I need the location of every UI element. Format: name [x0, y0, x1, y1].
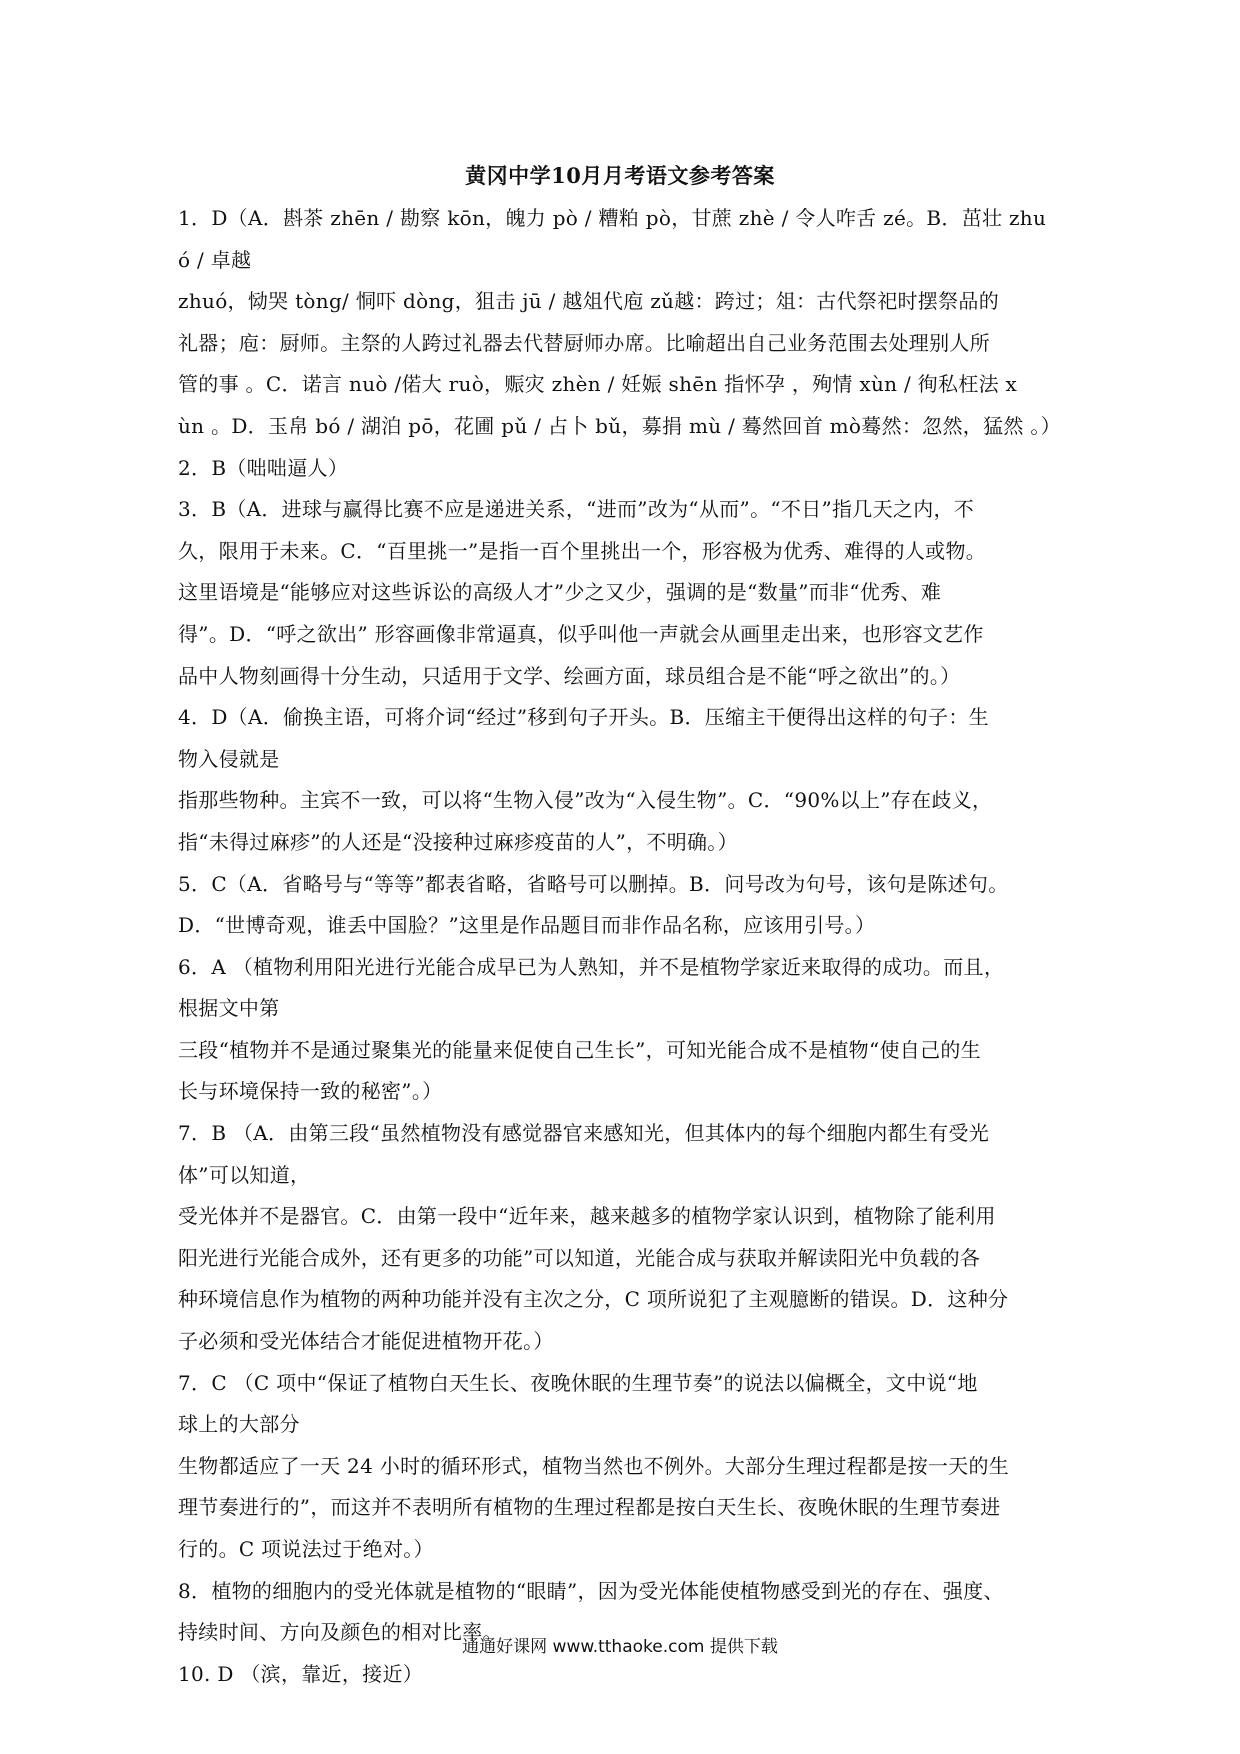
- text-line: 长与环境保持一致的秘密”。）: [178, 1079, 443, 1104]
- text-line: 1．D（A．斟茶 zhēn / 勘察 kōn，魄力 pò / 糟粕 pò，甘蔗 zhè / 令人咋舌 zé。B．茁壮 zhu: [178, 206, 1047, 230]
- text-line: 体”可以知道，: [178, 1162, 311, 1187]
- text-line: 种环境信息作为植物的两种功能并没有主次之分，C 项所说犯了主观臆断的错误。D．这种分: [178, 1287, 1009, 1312]
- text-line: 10. D （滨，靠近，接近）: [178, 1661, 424, 1686]
- text-line: zhuó，恸哭 tòng/ 恫吓 dòng，狙击 jū / 越俎代庖 zǔ越：跨过；俎：古代祭祀时摆祭品的: [178, 289, 1000, 314]
- text-line: 管的事 。C．诺言 nuò /偌大 ruò，赈灾 zhèn / 妊娠 shēn 指怀孕 ，殉情 xùn / 徇私枉法 x: [178, 372, 1018, 397]
- text-line: 理节奏进行的”，而这并不表明所有植物的生理过程都是按白天生长、夜晚休眠的生理节奏进: [178, 1495, 1001, 1520]
- text-line: ó / 卓越: [178, 247, 252, 272]
- text-line: ùn 。D．玉帛 bó / 湖泊 pō，花圃 pǔ / 占卜 bǔ，募捐 mù / 蓦然回首 mò蓦然：忽然，猛然 。）: [178, 413, 1061, 438]
- text-line: 礼器；庖：厨师。主祭的人跨过礼器去代替厨师办席。比喻超出自己业务范围去处理别人所: [178, 330, 990, 355]
- text-line: 这里语境是“能够应对这些诉讼的高级人才”少之又少，强调的是“数量”而非“优秀、难: [178, 580, 942, 605]
- text-line: 指“未得过麻疹”的人还是“没接种过麻疹疫苗的人”，不明确。）: [178, 829, 738, 854]
- text-line: 子必须和受光体结合才能促进植物开花。）: [178, 1329, 554, 1354]
- text-line: 4．D（A．偷换主语，可将介词“经过”移到句子开头。B．压缩主干便得出这样的句子：生: [178, 705, 989, 730]
- text-line: 三段“植物并不是通过聚集光的能量来促使自己生长”，可知光能合成不是植物“使自己的生: [178, 1037, 981, 1062]
- answer-body: [178, 198, 1068, 1695]
- document-title: 黄冈中学10月月考语文参考答案: [465, 163, 775, 188]
- text-line: 球上的大部分: [178, 1412, 300, 1437]
- text-line: 8．植物的细胞内的受光体就是植物的“眼睛”，因为受光体能使植物感受到光的存在、强度、: [178, 1578, 1004, 1603]
- text-line: 3．B（A．进球与赢得比赛不应是递进关系，“进而”改为“从而”。“不日”指几天之内，不: [178, 497, 975, 522]
- text-line: 得”。D．“呼之欲出” 形容画像非常逼真，似乎叫他一声就会从画里走出来，也形容文艺作: [178, 621, 984, 646]
- text-line: 5．C（A．省略号与“等等”都表省略，省略号可以删掉。B．问号改为句号，该句是陈述句。: [178, 871, 1009, 896]
- text-line: 持续时间、方向及颜色的相对比率。: [178, 1620, 503, 1645]
- text-line: 行的。C 项说法过于绝对。）: [178, 1537, 434, 1561]
- text-line: 生物都适应了一天 24 小时的循环形式，植物当然也不例外。大部分生理过程都是按一天的生: [178, 1453, 1010, 1478]
- text-line: 根据文中第: [178, 996, 280, 1021]
- text-line: 7．B （A．由第三段“虽然植物没有感觉器官来感知光，但其体内的每个细胞内都生有受光: [178, 1121, 990, 1146]
- text-line: 久，限用于未来。C．“百里挑一”是指一百个里挑出一个，形容极为优秀、难得的人或物。: [178, 538, 987, 563]
- text-line: 6．A （植物利用阳光进行光能合成早已为人熟知，并不是植物学家近来取得的成功。而且，: [178, 954, 1005, 979]
- text-line: 品中人物刻画得十分生动，只适用于文学、绘画方面，球员组合是不能“呼之欲出”的。）: [178, 663, 961, 688]
- text-line: 物入侵就是: [178, 746, 280, 771]
- text-line: 阳光进行光能合成外，还有更多的功能”可以知道，光能合成与获取并解读阳光中负载的各: [178, 1245, 981, 1270]
- footer-source: 通通好课网 www.tthaoke.com 提供下载: [462, 1637, 778, 1657]
- text-line: D．“世博奇观，谁丢中国脸？”这里是作品题目而非作品名称，应该用引号。）: [178, 913, 876, 938]
- text-line: 受光体并不是器官。C．由第一段中“近年来，越来越多的植物学家认识到，植物除了能利用: [178, 1204, 996, 1229]
- text-line: 7．C （C 项中“保证了植物白天生长、夜晚休眠的生理节奏”的说法以偏概全，文中说“地: [178, 1370, 978, 1395]
- text-line: 指那些物种。主宾不一致，可以将“生物入侵”改为“入侵生物”。C．“90%以上”存在歧义，: [178, 788, 993, 813]
- text-line: 2．B（咄咄逼人）: [178, 455, 349, 480]
